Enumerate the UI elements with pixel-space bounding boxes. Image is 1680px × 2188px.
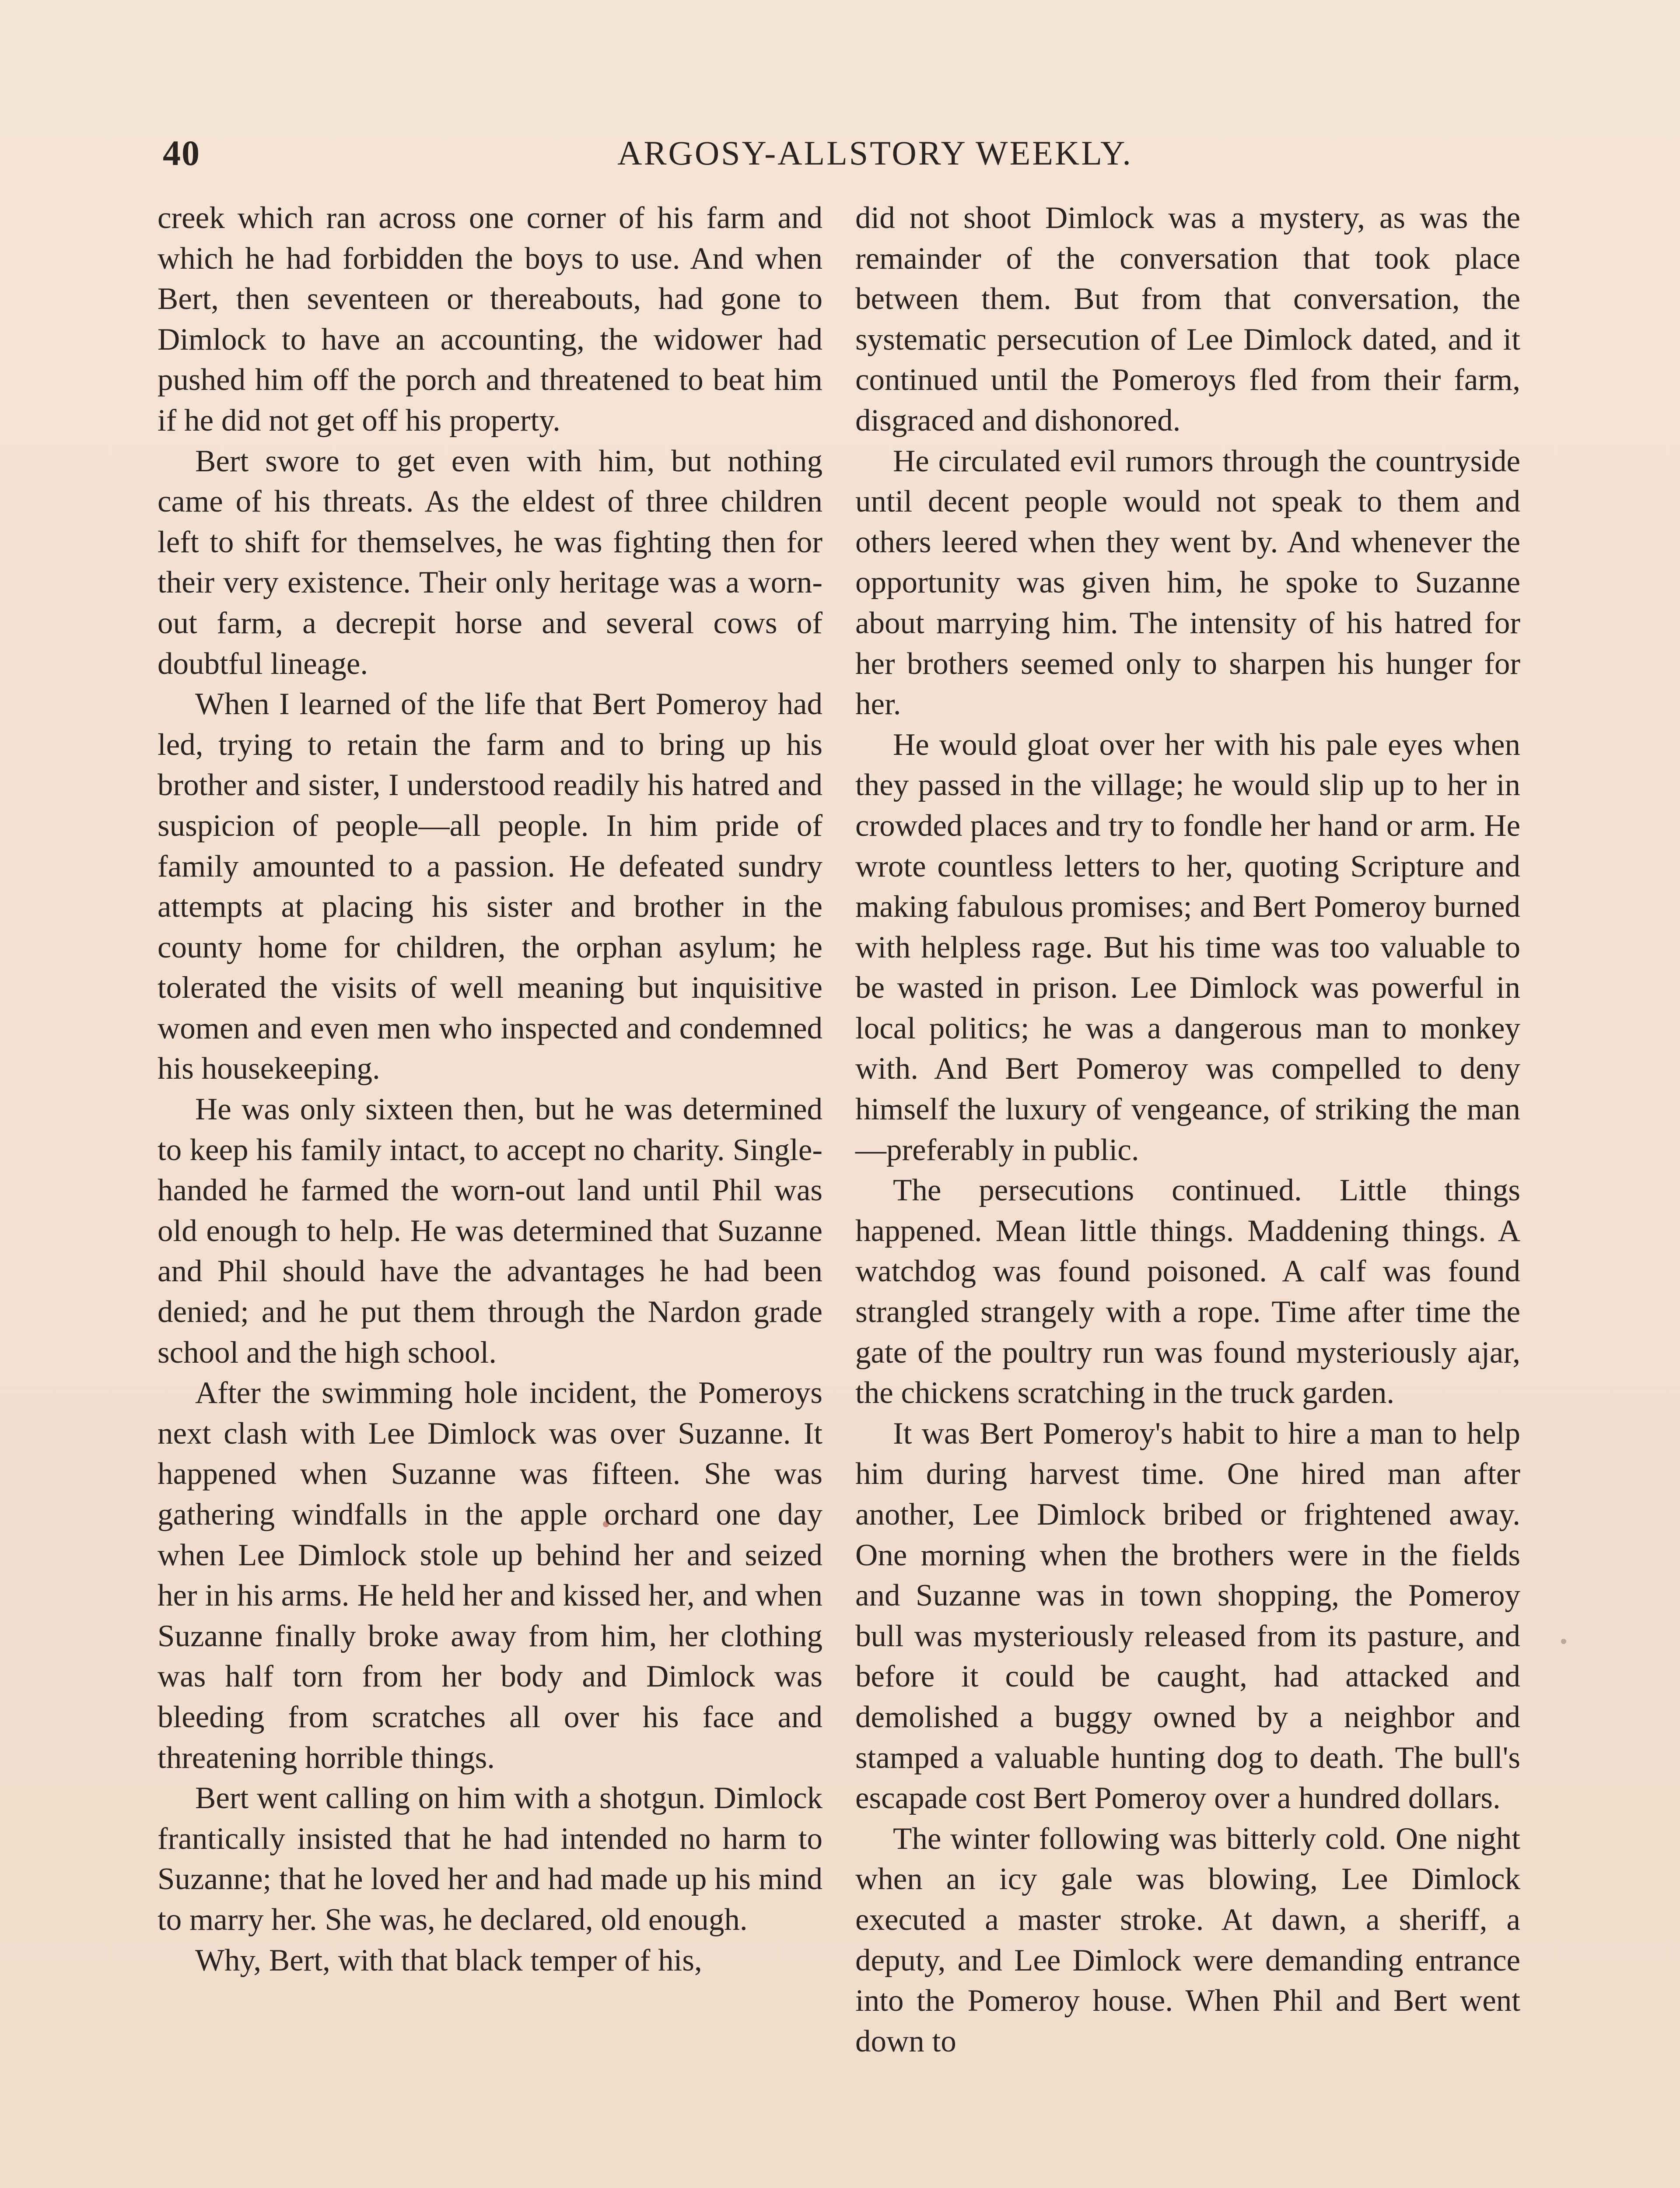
paragraph: He was only sixteen then, but he was determined to keep his family intact, to accept no charity. Single-handed he farmed the worn-out land until Phil was old enough to help. He was determined that Suzanne and Phil should have the advantages he had been denied; and he put them through the Nardon grade school and the high school. <box>158 1092 822 1370</box>
paragraph: When I learned of the life that Bert Pomeroy had led, trying to retain the farm and to bring up his brother and sister, I understood readily his hatred and suspicion of people—all people. In him pride of family amounted to a passion. He defeated sundry attempts at placing his sister and brother in the county home for children, the orphan asylum; he tolerated the visits of well meaning but inquisitive women and even men who inspected and condemned his housekeeping. <box>158 687 822 1086</box>
paragraph: Bert swore to get even with him, but nothing came of his threats. As the eldest of three children left to shift for themselves, he was fighting then for their very existence. Their only heritage was a worn-out farm, a decrepit horse and several cows of doubtful lineage. <box>158 444 822 681</box>
paragraph: Why, Bert, with that black temper of his, <box>195 1943 702 1978</box>
paragraph: did not shoot Dimlock was a mystery, as was the remainder of the conversation that took place between them. But from that conversation, the systematic persecution of Lee Dimlock dated, and it continued until the Pomeroys fled from their farm, disgraced and dishonored. <box>855 201 1520 438</box>
paragraph: He circulated evil rumors through the countryside until decent people would not speak to them and others leered when they went by. And whenever the opportunity was given him, he spoke to Suzanne about marrying him. The intensity of his hatred for her brothers seemed only to sharpen his hunger for her. <box>855 444 1520 722</box>
paragraph: After the swimming hole incident, the Pomeroys next clash with Lee Dimlock was over Suzanne. It happened when Suzanne was fifteen. She was gathering windfalls in the apple orchard one day when Lee Dimlock stole up behind her and seized her in his arms. He held her and kissed her, and when Suzanne finally broke away from him, her clothing was half torn from her body and Dimlock was bleeding from scratches all over his face and threatening horrible things. <box>158 1376 822 1775</box>
paragraph: The persecutions continued. Little things happened. Mean little things. Maddening things. A watchdog was found poisoned. A calf was found strangled strangely with a rope. Time after time the gate of the poultry run was found mysteriously ajar, the chickens scratching in the truck garden. <box>855 1173 1520 1410</box>
left-column <box>158 198 822 1981</box>
page-number: 40 <box>163 133 200 173</box>
paragraph: The winter following was bitterly cold. One night when an icy gale was blowing, Lee Dimlock executed a master stroke. At dawn, a sheriff, a deputy, and Lee Dimlock were demanding entrance into the Pomeroy house. When Phil and Bert went down to <box>855 1821 1520 2058</box>
paragraph: He would gloat over her with his pale eyes when they passed in the village; he would slip up to her in crowded places and try to fondle her hand or arm. He wrote countless letters to her, quoting Scripture and making fabulous promises; and Bert Pomeroy burned with helpless rage. But his time was too valuable to be wasted in prison. Lee Dimlock was powerful in local politics; he was a dangerous man to monkey with. And Bert Pomeroy was compelled to deny himself the luxury of vengeance, of striking the man—preferably in public. <box>855 727 1520 1167</box>
ink-speck <box>603 1521 609 1527</box>
paragraph: Bert went calling on him with a shotgun. Dimlock frantically insisted that he had intended no harm to Suzanne; that he loved her and had made up his mind to marry her. She was, he declared, old enough. <box>158 1781 822 1937</box>
paragraph: It was Bert Pomeroy's habit to hire a man to help him during harvest time. One hired man after another, Lee Dimlock bribed or frightened away. One morning when the brothers were in the fields and Suzanne was in town shopping, the Pomeroy bull was mysteriously released from its pasture, and before it could be caught, had attacked and demolished a buggy owned by a neighbor and stamped a valuable hunting dog to death. The bull's escapade cost Bert Pomeroy over a hundred dollars. <box>855 1416 1520 1816</box>
running-title: ARGOSY-ALLSTORY WEEKLY. <box>617 134 1133 172</box>
ink-speck <box>1561 1639 1566 1644</box>
right-column <box>855 198 1520 2062</box>
paragraph: creek which ran across one corner of his farm and which he had forbidden the boys to use. And when Bert, then seventeen or thereabouts, had gone to Dimlock to have an accounting, the widower had pushed him off the porch and threatened to beat him if he did not get off his property. <box>158 201 822 438</box>
page-header <box>158 123 1522 184</box>
